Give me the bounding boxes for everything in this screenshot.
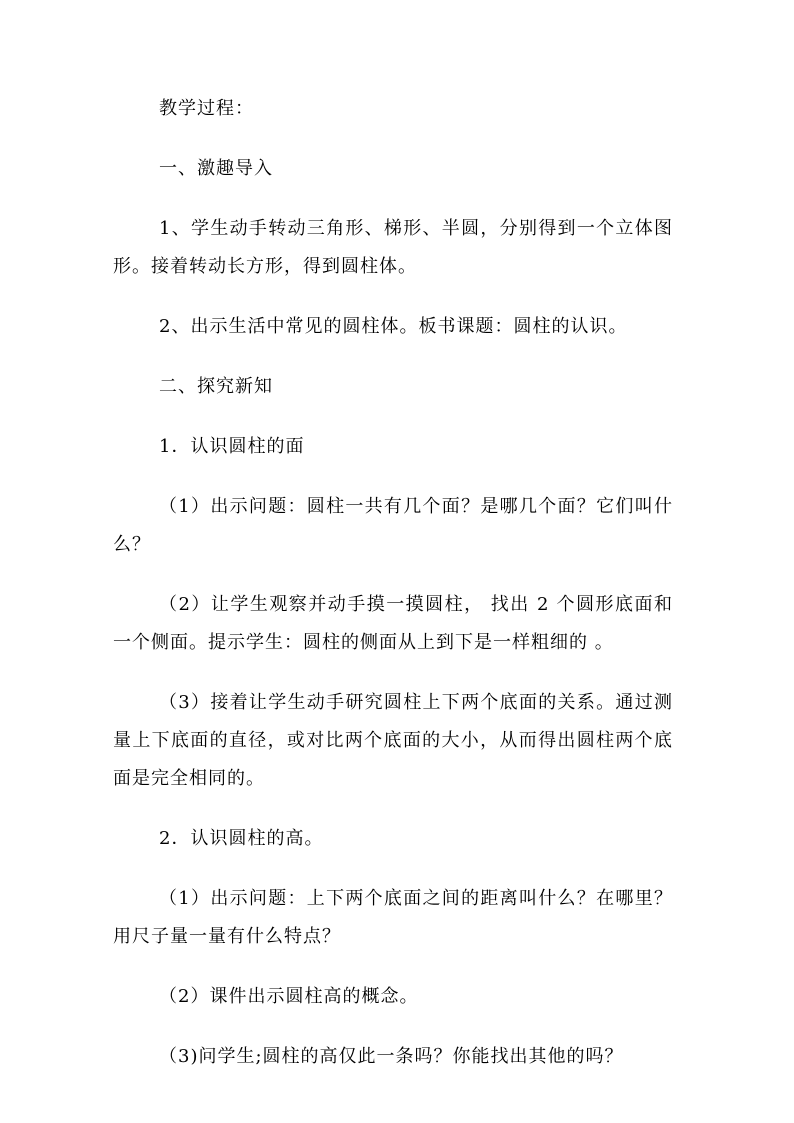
paragraph-height-1: （1）出示问题：上下两个底面之间的距离叫什么？在哪里？用尺子量一量有什么特点？ bbox=[113, 888, 673, 947]
heading-motivation-intro: 一、激趣导入 bbox=[159, 158, 273, 179]
paragraph-faces-2: （2）让学生观察并动手摸一摸圆柱， 找出 2 个圆形底面和一个侧面。提示学生：圆柱的侧面从上到下是一样粗细的 。 bbox=[113, 594, 673, 653]
subheading-cylinder-faces: 1．认识圆柱的面 bbox=[159, 436, 305, 457]
paragraph-intro-1: 1、学生动手转动三角形、梯形、半圆，分别得到一个立体图形。接着转动长方形，得到圆柱体。 bbox=[113, 218, 673, 277]
heading-explore-new-knowledge: 二、探究新知 bbox=[159, 376, 273, 397]
paragraph-intro-2: 2、出示生活中常见的圆柱体。板书课题：圆柱的认识。 bbox=[159, 316, 628, 337]
paragraph-height-2: （2）课件出示圆柱高的概念。 bbox=[159, 986, 419, 1007]
section-label-teaching-process: 教学过程： bbox=[159, 98, 254, 119]
paragraph-faces-1: （1）出示问题：圆柱一共有几个面？是哪几个面？它们叫什么？ bbox=[113, 496, 673, 555]
paragraph-faces-3: （3）接着让学生动手研究圆柱上下两个底面的关系。通过测量上下底面的直径，或对比两个底面的大小，从而得出圆柱两个底面是完全相同的。 bbox=[113, 692, 673, 789]
document-body bbox=[113, 90, 673, 1098]
paragraph-height-3: （3)问学生;圆柱的高仅此一条吗？你能找出其他的吗？ bbox=[159, 1046, 624, 1067]
subheading-cylinder-height: 2．认识圆柱的高。 bbox=[159, 828, 324, 849]
